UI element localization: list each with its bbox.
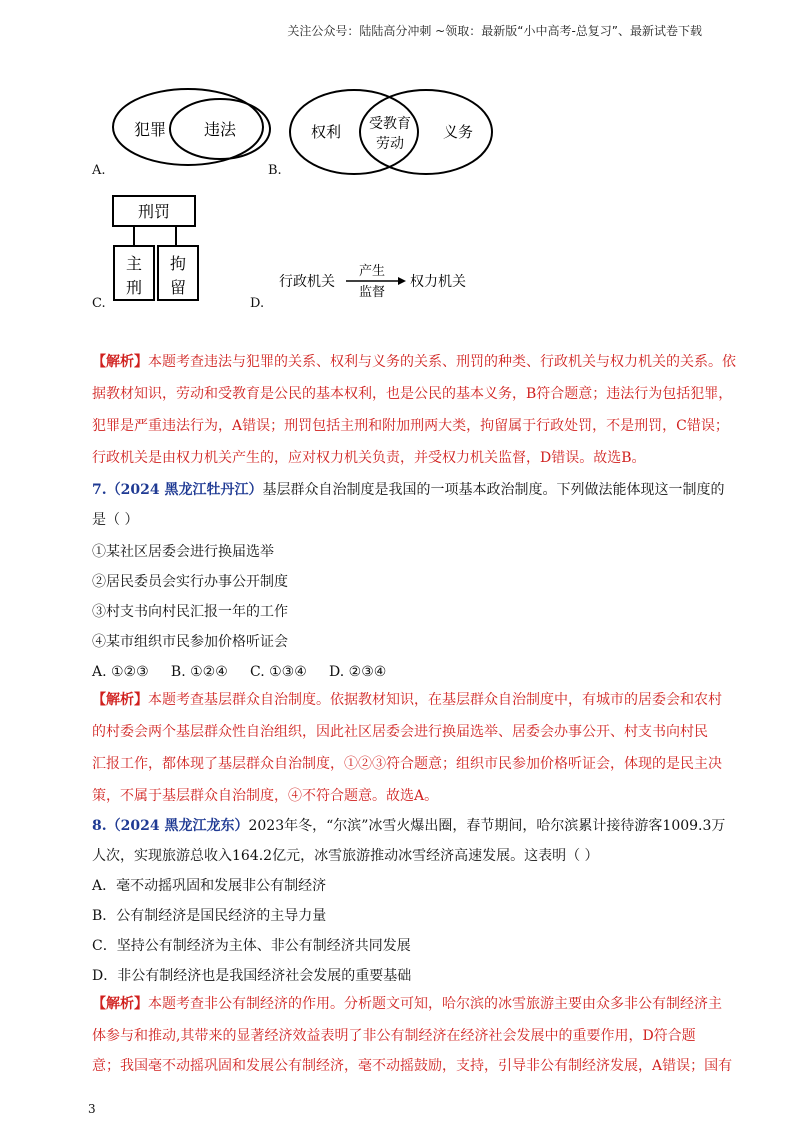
diagram-b-right-label: 义务	[442, 123, 474, 141]
q7-item-2: ②居民委员会实行办事公开制度	[92, 574, 288, 590]
q7-analysis-text-1: 本题考查基层群众自治制度。依据教材知识，在基层群众自治制度中，有城市的居委会和农村	[148, 692, 722, 708]
q8-option-d: D．非公有制经济也是我国经济社会发展的重要基础	[92, 968, 412, 984]
q7-stem-text-1: 基层群众自治制度是我国的一项基本政治制度。下列做法能体现这一制度的	[262, 482, 725, 498]
diagram-a-inner-label: 违法	[203, 120, 237, 139]
q8-option-a: A．毫不动摇巩固和发展非公有制经济	[92, 878, 327, 894]
q8-stem-line-1	[92, 816, 726, 836]
diagram-a-venn	[108, 84, 278, 174]
q7-analysis-tag: 【解析】	[92, 692, 148, 708]
diagram-c-top-label: 刑罚	[137, 202, 171, 221]
diagram-d-label: D.	[250, 296, 265, 311]
diagram-c-label: C.	[92, 296, 106, 311]
q7-analysis-line-4: 策，不属于基层群众自治制度，④不符合题意。故选A。	[92, 788, 439, 804]
diagram-c-left-label-1: 主	[125, 254, 143, 273]
q8-analysis-line-3: 意；我国毫不动摇巩固和发展公有制经济，毫不动摇鼓励，支持，引导非公有制经济发展，A错误；国有	[92, 1058, 733, 1074]
q8-analysis-line-1	[92, 994, 722, 1014]
page-number: 3	[88, 1102, 96, 1116]
q7-analysis-line-3: 汇报工作，都体现了基层群众自治制度，①②③符合题意；组织市民参加价格听证会，体现的是民主决	[92, 756, 722, 772]
q8-stem-text-1: 2023年冬，“尔滨”冰雪火爆出圈，春节期间，哈尔滨累计接待游客1009.3万	[248, 818, 726, 834]
analysis6-line-4: 行政机关是由权力机关产生的，应对权力机关负责，并受权力机关监督，D错误。故选B。	[92, 450, 646, 466]
q7-item-3: ③村支书向村民汇报一年的工作	[92, 604, 288, 620]
analysis6-text-1: 本题考查违法与犯罪的关系、权利与义务的关系、刑罚的种类、行政机关与权力机关的关系。依	[148, 354, 736, 370]
q8-analysis-text-1: 本题考查非公有制经济的作用。分析题文可知，哈尔滨的冰雪旅游主要由众多非公有制经济主	[148, 996, 722, 1012]
analysis6-tag: 【解析】	[92, 354, 148, 370]
q7-options: A. ①②③ B. ①②④ C. ①③④ D. ②③④	[92, 664, 387, 680]
diagram-d-flow	[272, 258, 472, 302]
diagram-d-above-label: 产生	[358, 264, 386, 279]
diagram-c-left-label-2: 刑	[125, 278, 143, 297]
diagram-a-outer-label: 犯罪	[133, 120, 167, 139]
diagram-c-right-label-2: 留	[169, 278, 187, 297]
q7-stem-line-1	[92, 480, 725, 500]
diagram-c-tree	[110, 194, 206, 304]
q7-number: 7.	[92, 482, 107, 498]
diagram-b-left-label: 权利	[310, 123, 342, 141]
q7-item-4: ④某市组织市民参加价格听证会	[92, 634, 288, 650]
analysis6-line-1	[92, 352, 736, 372]
diagram-d-right-label: 权力机关	[410, 274, 466, 290]
q7-source: （2024 黑龙江牡丹江）	[106, 482, 263, 498]
analysis6-line-3: 犯罪是严重违法行为，A错误；刑罚包括主刑和附加刑两大类，拘留属于行政处罚，不是刑罚，C错误；	[92, 418, 729, 434]
q7-stem-line-2: 是（ ）	[92, 512, 139, 528]
diagram-a-label: A.	[92, 163, 106, 178]
q7-item-1: ①某社区居委会进行换届选举	[92, 544, 274, 560]
diagram-b-middle-label-2: 劳动	[376, 136, 404, 152]
page-header: 关注公众号：陆陆高分冲刺 ~领取：最新版“小中高考-总复习”、最新试卷下载	[287, 24, 702, 38]
diagram-b-label: B.	[268, 163, 282, 178]
diagram-c-right-label-1: 拘	[169, 254, 187, 273]
q8-option-c: C．坚持公有制经济为主体、非公有制经济共同发展	[92, 938, 411, 954]
q8-analysis-tag: 【解析】	[92, 996, 148, 1012]
diagram-b-middle-label-1: 受教育	[369, 116, 411, 132]
diagram-d-left-label: 行政机关	[279, 274, 335, 290]
q8-source: （2024 黑龙江龙东）	[106, 818, 249, 834]
q7-analysis-line-2: 的村委会两个基层群众性自治组织，因此社区居委会进行换届选举、居委会办事公开、村支书向村民	[92, 724, 708, 740]
diagram-b-venn	[286, 86, 498, 178]
q8-analysis-line-2: 体参与和推动,其带来的显著经济效益表明了非公有制经济在经济社会发展中的重要作用，D符合题	[92, 1028, 696, 1044]
q7-analysis-line-1	[92, 690, 722, 710]
q8-number: 8.	[92, 818, 107, 834]
q8-stem-line-2: 人次，实现旅游总收入164.2亿元，冰雪旅游推动冰雪经济高速发展。这表明（ ）	[92, 848, 599, 864]
analysis6-line-2: 据教材知识，劳动和受教育是公民的基本权利，也是公民的基本义务，B符合题意；违法行为包括犯罪，	[92, 386, 733, 402]
q8-option-b: B．公有制经济是国民经济的主导力量	[92, 908, 327, 924]
diagram-d-below-label: 监督	[358, 285, 386, 300]
